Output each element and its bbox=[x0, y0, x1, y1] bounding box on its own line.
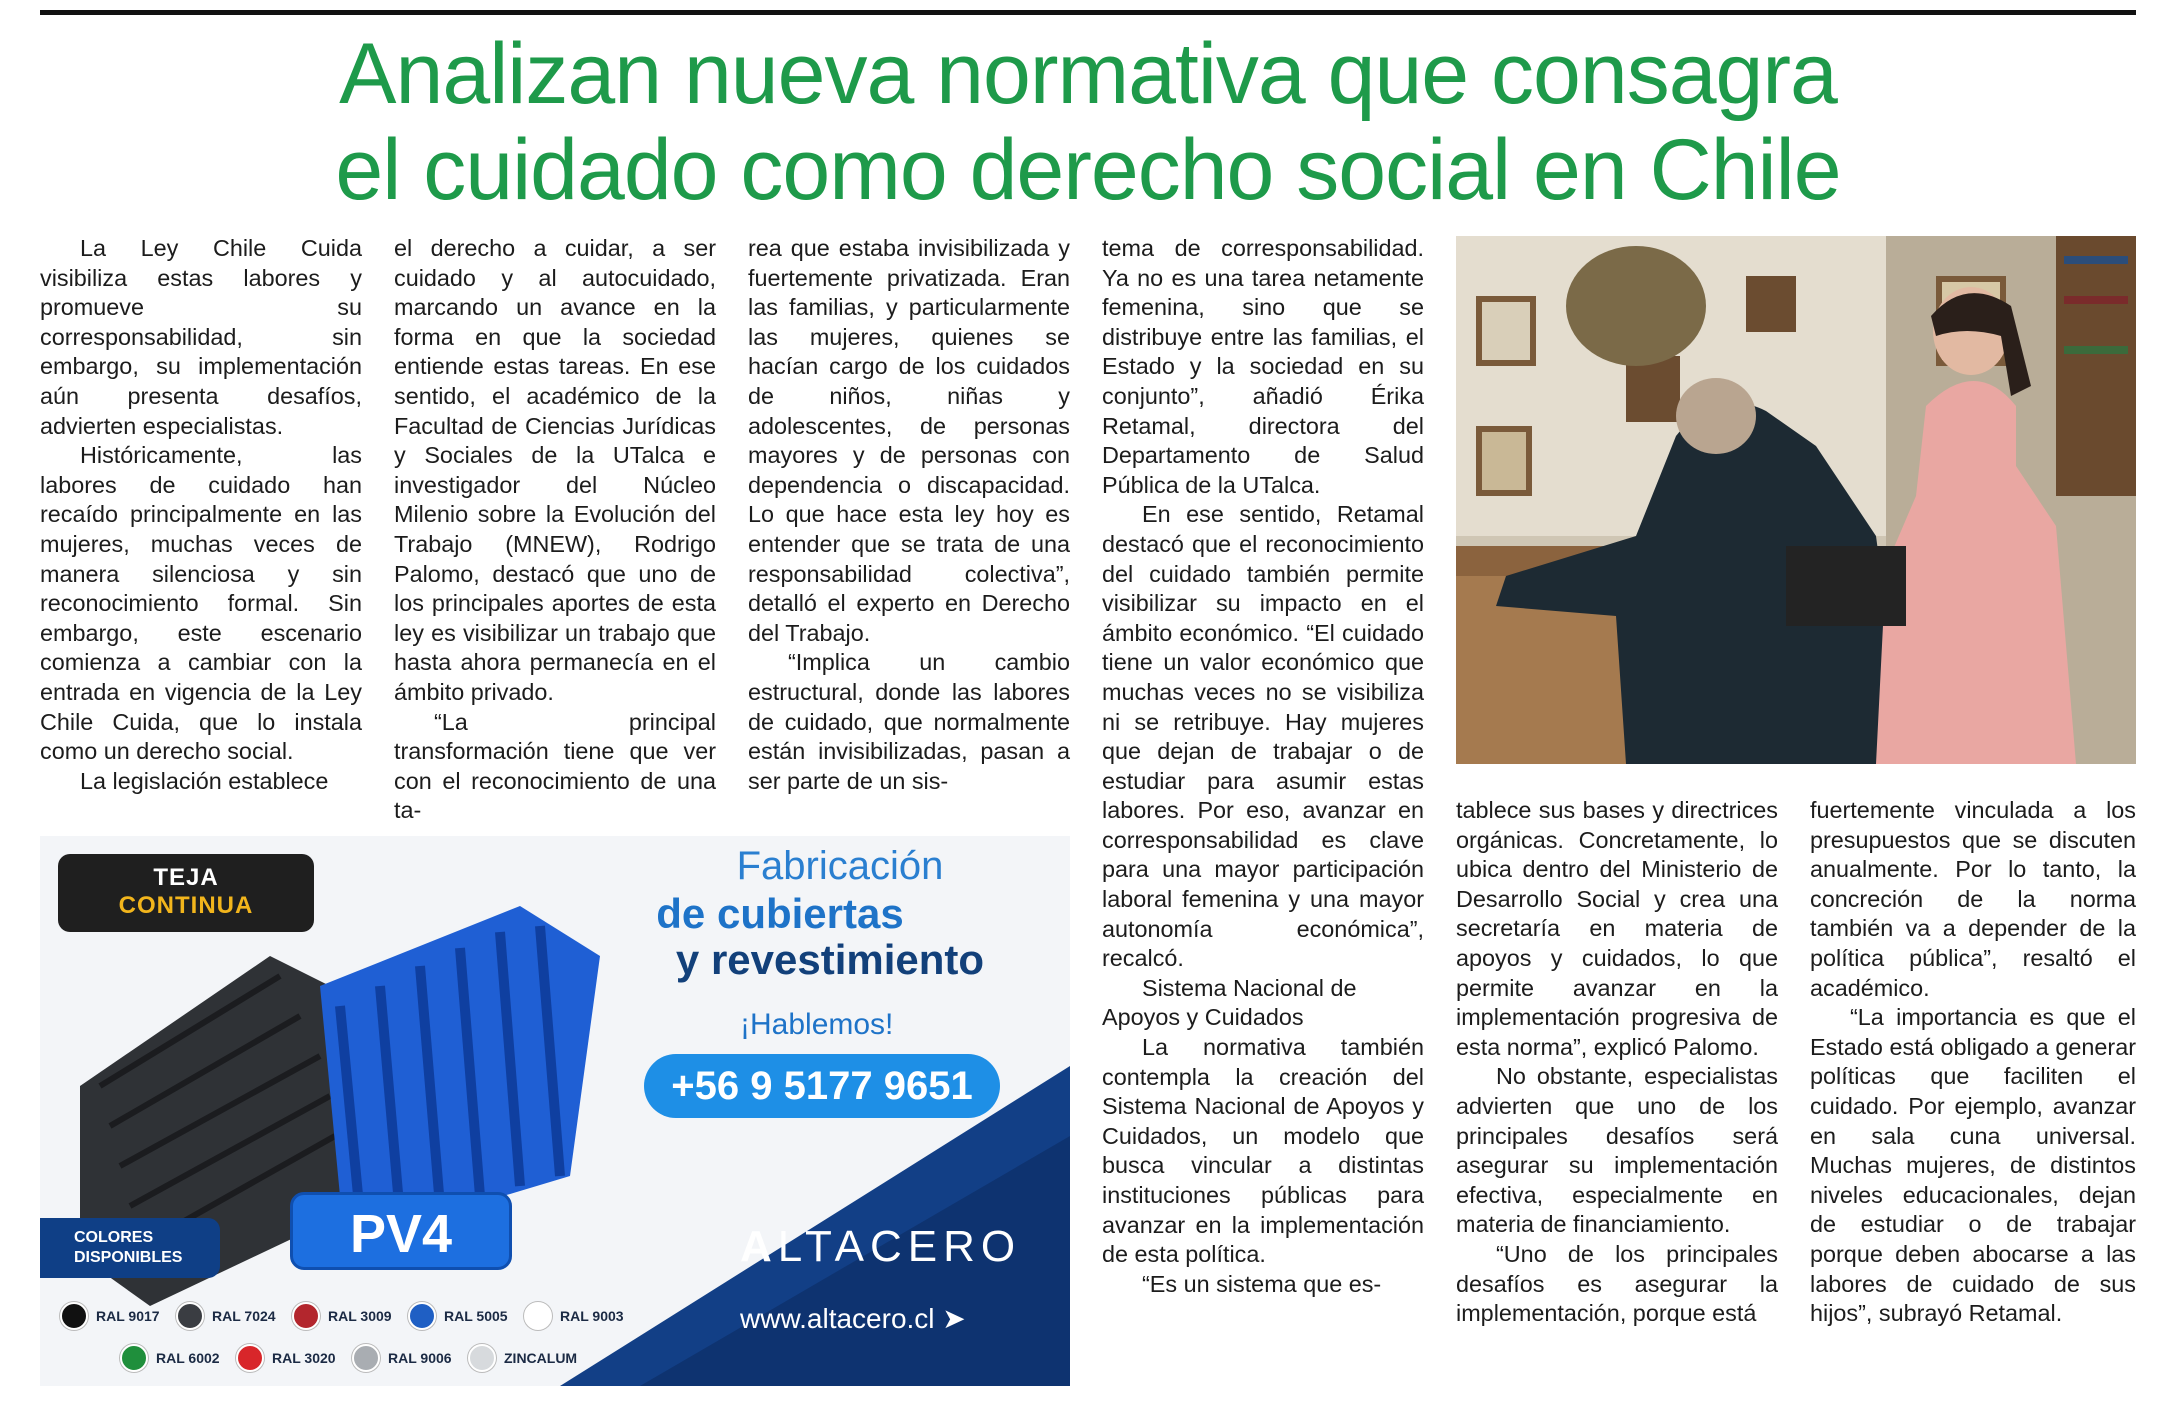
swatch-label: RAL 9017 bbox=[96, 1308, 160, 1324]
article-photo bbox=[1456, 236, 2136, 764]
ad-tagline-3: y revestimiento bbox=[675, 936, 985, 983]
swatch-dot bbox=[120, 1344, 148, 1372]
top-rule bbox=[40, 10, 2136, 15]
swatch-label: RAL 3020 bbox=[272, 1350, 336, 1366]
swatch-dot bbox=[236, 1344, 264, 1372]
website-text: www.altacero.cl bbox=[740, 1303, 935, 1334]
swatch-dot bbox=[524, 1302, 552, 1330]
swatch-dot bbox=[176, 1302, 204, 1330]
color-swatch bbox=[120, 1344, 220, 1372]
color-swatch bbox=[468, 1344, 577, 1372]
swatch-label: ZINCALUM bbox=[504, 1350, 578, 1366]
article-column-5 bbox=[1456, 796, 1778, 1329]
paragraph: La Ley Chile Cuida visibiliza estas labores y promueve su corresponsabilidad, sin embargo, su implementación aún presenta desafíos, advierten especialistas. bbox=[40, 235, 362, 439]
swatch-dot bbox=[60, 1302, 88, 1330]
logo-text: LTACERO bbox=[777, 1222, 1022, 1271]
ad-website-link[interactable] bbox=[740, 1302, 966, 1335]
article-column-6 bbox=[1810, 796, 2136, 1329]
swatch-dot bbox=[292, 1302, 320, 1330]
ad-phone-button[interactable]: +56 9 5177 9651 bbox=[644, 1054, 1000, 1118]
section-subhead: Sistema Nacional de Apoyos y Cuidados bbox=[1102, 974, 1357, 1031]
cursor-icon: ➤ bbox=[942, 1303, 966, 1334]
swatch-dot bbox=[468, 1344, 496, 1372]
swatch-label: RAL 5005 bbox=[444, 1308, 508, 1324]
swatch-dot bbox=[408, 1302, 436, 1330]
badge-line-2: CONTINUA bbox=[118, 892, 254, 919]
color-swatch bbox=[60, 1302, 160, 1330]
color-swatch bbox=[292, 1302, 392, 1330]
advertisement[interactable] bbox=[40, 836, 1070, 1386]
headline-line-1: Analizan nueva normativa que consagra bbox=[339, 26, 1837, 122]
article-column-1 bbox=[40, 234, 362, 796]
paragraph: La legislación establece bbox=[80, 767, 329, 794]
article-column-3 bbox=[748, 234, 1070, 796]
colors-label bbox=[40, 1218, 220, 1278]
paragraph: No obstante, especialistas advierten que uno de los principales desafíos será asegurar su implementación efectiva, especialmente en materia de financiamiento. bbox=[1456, 1063, 1778, 1238]
headline-line-2: el cuidado como derecho social en Chile bbox=[335, 122, 1841, 218]
paragraph: tema de corresponsabilidad. Ya no es una tarea netamente femenina, sino que se distribuye entre las familias, el Estado y la sociedad en su conjunto”, añadió Érika Retamal, directora del Departamento de Salud Pública de la UTalca. bbox=[1102, 235, 1424, 498]
colors-label-line-1: COLORES bbox=[74, 1229, 154, 1246]
swatch-label: RAL 9006 bbox=[388, 1350, 452, 1366]
paragraph: “La principal transformación tiene que ver con el reconocimiento de una ta- bbox=[394, 708, 716, 824]
photo-illustration bbox=[1456, 236, 2136, 764]
logo-initial: A bbox=[740, 1222, 778, 1271]
ad-tagline-2: de cubiertas bbox=[656, 890, 904, 937]
paragraph: “Uno de los principales desafíos es asegurar la implementación, porque está bbox=[1456, 1240, 1778, 1327]
color-swatch bbox=[236, 1344, 336, 1372]
paragraph: el derecho a cuidar, a ser cuidado y al autocuidado, marcando un avance en la forma en que la sociedad entiende estas tareas. En ese sentido, el académico de la Facultad de Ciencias Jurídicas y Sociales de la UTalca e investigador del Núcleo Milenio sobre la Evolución del Trabajo (MNEW), Rodrigo Palomo, destacó que uno de los principales aportes de esta ley es visibilizar un trabajo que hasta ahora permanecía en el ámbito privado. bbox=[394, 235, 716, 705]
swatch-label: RAL 7024 bbox=[212, 1308, 276, 1324]
colors-label-line-2: DISPONIBLES bbox=[74, 1249, 183, 1266]
swatch-label: RAL 6002 bbox=[156, 1350, 220, 1366]
paragraph: fuertemente vinculada a los presupuestos que se discuten anualmente. Por lo tanto, la concreción de la norma también va a depender de la política pública”, resaltó el académico. bbox=[1810, 797, 2136, 1001]
paragraph: “Implica un cambio estructural, donde las labores de cuidado, que normalmente están invisibilizadas, pasan a ser parte de un sis- bbox=[748, 649, 1070, 794]
color-swatch bbox=[408, 1302, 508, 1330]
paragraph: tablece sus bases y directrices orgánicas. Concretamente, lo ubica dentro del Ministerio de Desarrollo Social y crea una secretaría en materia de apoyos y cuidados, lo que permite avanzar en la implementación progresiva de esta norma”, explicó Palomo. bbox=[1456, 797, 1778, 1060]
pv4-badge: PV4 bbox=[290, 1192, 512, 1270]
article-column-4 bbox=[1102, 234, 1424, 1299]
ad-tagline-1: Fabricación bbox=[736, 844, 944, 888]
paragraph: “Es un sistema que es- bbox=[1142, 1270, 1382, 1297]
altacero-logo bbox=[740, 1222, 1021, 1272]
swatch-label: RAL 9003 bbox=[560, 1308, 624, 1324]
paragraph: Históricamente, las labores de cuidado han recaído principalmente en las mujeres, muchas veces de manera silenciosa y sin reconocimiento formal. Sin embargo, este escenario comienza a cambiar con la entrada en vigencia de la Ley Chile Cuida, que lo instala como un derecho social. bbox=[40, 442, 362, 765]
paragraph: “La importancia es que el Estado está obligado a generar políticas que faciliten el cuidado. Por ejemplo, avanzar en sala cuna universal. Muchas mujeres, de distintos niveles educacionales, dejan de estudiar o de trabajar porque deben abocarse a las labores de cuidado de sus hijos”, subrayó Retamal. bbox=[1810, 1004, 2136, 1327]
color-swatch bbox=[176, 1302, 276, 1330]
headline bbox=[40, 26, 2136, 218]
ad-greeting: ¡Hablemos! bbox=[740, 1008, 894, 1041]
color-swatch bbox=[352, 1344, 452, 1372]
article-column-2 bbox=[394, 234, 716, 826]
badge-line-1: TEJA bbox=[153, 864, 219, 891]
paragraph: rea que estaba invisibilizada y fuertemente privatizada. Eran las familias, y particularmente las mujeres, quienes se hacían cargo de los cuidados de niños, niñas y adolescentes, de personas mayores y de personas con dependencia o discapacidad. Lo que hace esta ley hoy es entender que se trata de una responsabilidad colectiva”, detalló el experto en Derecho del Trabajo. bbox=[748, 235, 1070, 646]
swatch-dot bbox=[352, 1344, 380, 1372]
paragraph: En ese sentido, Retamal destacó que el reconocimiento del cuidado también permite visibilizar su impacto en el ámbito económico. “El cuidado tiene un valor económico que muchas veces no se visibiliza ni se retribuye. Hay mujeres que dejan de trabajar o de estudiar para asumir estas labores. Por eso, avanzar en corresponsabilidad es clave para una mayor participación laboral femenina y una mayor autonomía económica”, recalcó. bbox=[1102, 501, 1424, 972]
color-swatch bbox=[524, 1302, 624, 1330]
teja-continua-badge bbox=[58, 854, 314, 932]
swatch-label: RAL 3009 bbox=[328, 1308, 392, 1324]
paragraph: La normativa también contempla la creación del Sistema Nacional de Apoyos y Cuidados, un modelo que busca vincular a distintas instituciones públicas para avanzar en la implementación de esta política. bbox=[1102, 1034, 1424, 1268]
